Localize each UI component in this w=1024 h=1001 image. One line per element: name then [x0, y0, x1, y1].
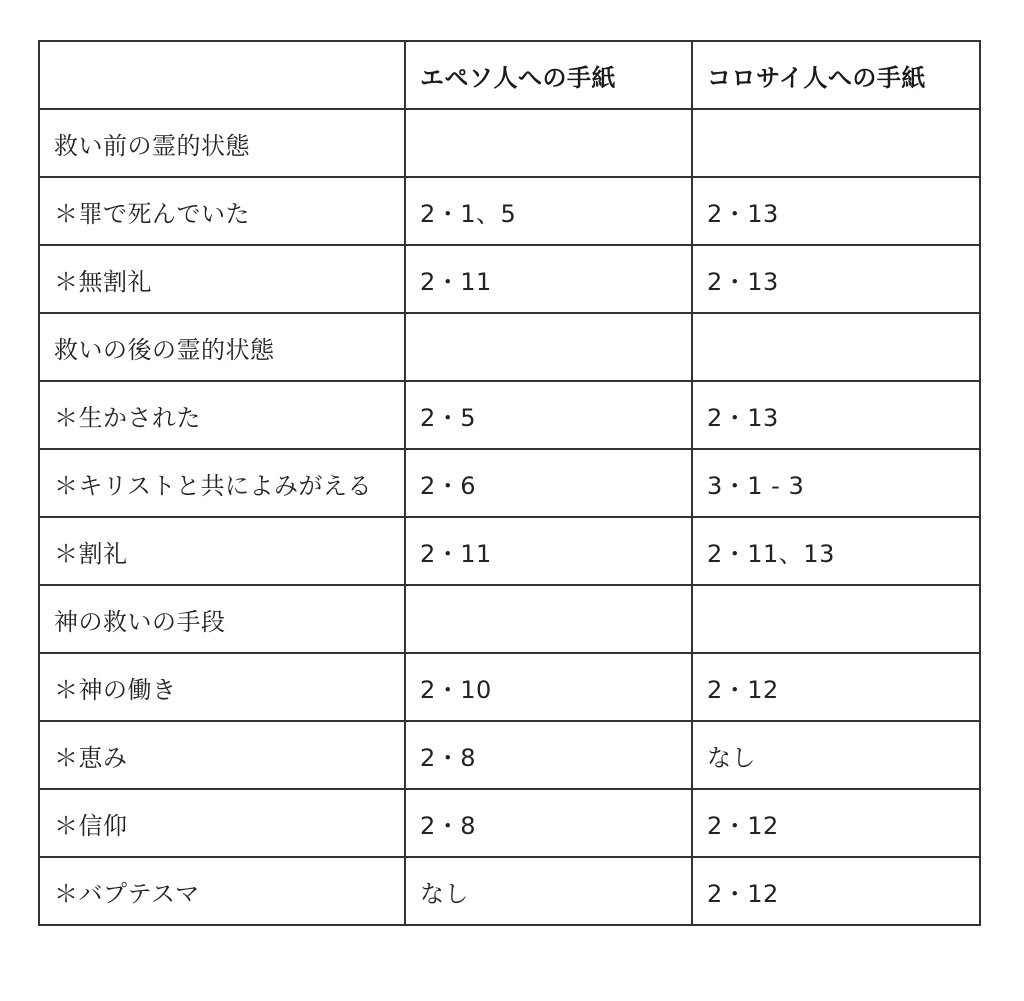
row-label: ＊キリストと共によみがえる [39, 449, 405, 517]
colossians-ref [692, 109, 980, 177]
colossians-ref: 2・13 [692, 245, 980, 313]
colossians-ref: 2・13 [692, 381, 980, 449]
table-row [39, 245, 980, 313]
comparison-table [38, 40, 981, 926]
ephesians-ref: 2・5 [405, 381, 692, 449]
comparison-table-container [38, 40, 981, 926]
colossians-ref: 2・12 [692, 653, 980, 721]
table-row [39, 653, 980, 721]
table-row [39, 789, 980, 857]
table-row [39, 721, 980, 789]
colossians-ref: 2・11、13 [692, 517, 980, 585]
ephesians-ref [405, 313, 692, 381]
ephesians-ref: 2・1、5 [405, 177, 692, 245]
row-label: ＊割礼 [39, 517, 405, 585]
ephesians-ref: 2・8 [405, 721, 692, 789]
colossians-ref [692, 313, 980, 381]
ephesians-ref: 2・11 [405, 517, 692, 585]
ephesians-ref: 2・8 [405, 789, 692, 857]
header-cell-empty [39, 41, 405, 109]
table-row [39, 517, 980, 585]
ephesians-ref: 2・6 [405, 449, 692, 517]
table-header-row [39, 41, 980, 109]
row-label: 神の救いの手段 [39, 585, 405, 653]
row-label: 救いの後の霊的状態 [39, 313, 405, 381]
table-row [39, 177, 980, 245]
ephesians-ref: 2・10 [405, 653, 692, 721]
row-label: ＊罪で死んでいた [39, 177, 405, 245]
header-cell-colossians: コロサイ人への手紙 [692, 41, 980, 109]
row-label: ＊恵み [39, 721, 405, 789]
table-row [39, 381, 980, 449]
row-label: ＊無割礼 [39, 245, 405, 313]
table-row [39, 313, 980, 381]
table-row [39, 585, 980, 653]
colossians-ref: 2・12 [692, 789, 980, 857]
table-row [39, 109, 980, 177]
row-label: 救い前の霊的状態 [39, 109, 405, 177]
row-label: ＊信仰 [39, 789, 405, 857]
colossians-ref: 2・13 [692, 177, 980, 245]
colossians-ref: 2・12 [692, 857, 980, 925]
row-label: ＊バプテスマ [39, 857, 405, 925]
row-label: ＊生かされた [39, 381, 405, 449]
header-cell-ephesians: エペソ人への手紙 [405, 41, 692, 109]
ephesians-ref: なし [405, 857, 692, 925]
colossians-ref: なし [692, 721, 980, 789]
table-row [39, 857, 980, 925]
ephesians-ref: 2・11 [405, 245, 692, 313]
colossians-ref [692, 585, 980, 653]
table-row [39, 449, 980, 517]
ephesians-ref [405, 585, 692, 653]
ephesians-ref [405, 109, 692, 177]
row-label: ＊神の働き [39, 653, 405, 721]
colossians-ref: 3・1 - 3 [692, 449, 980, 517]
